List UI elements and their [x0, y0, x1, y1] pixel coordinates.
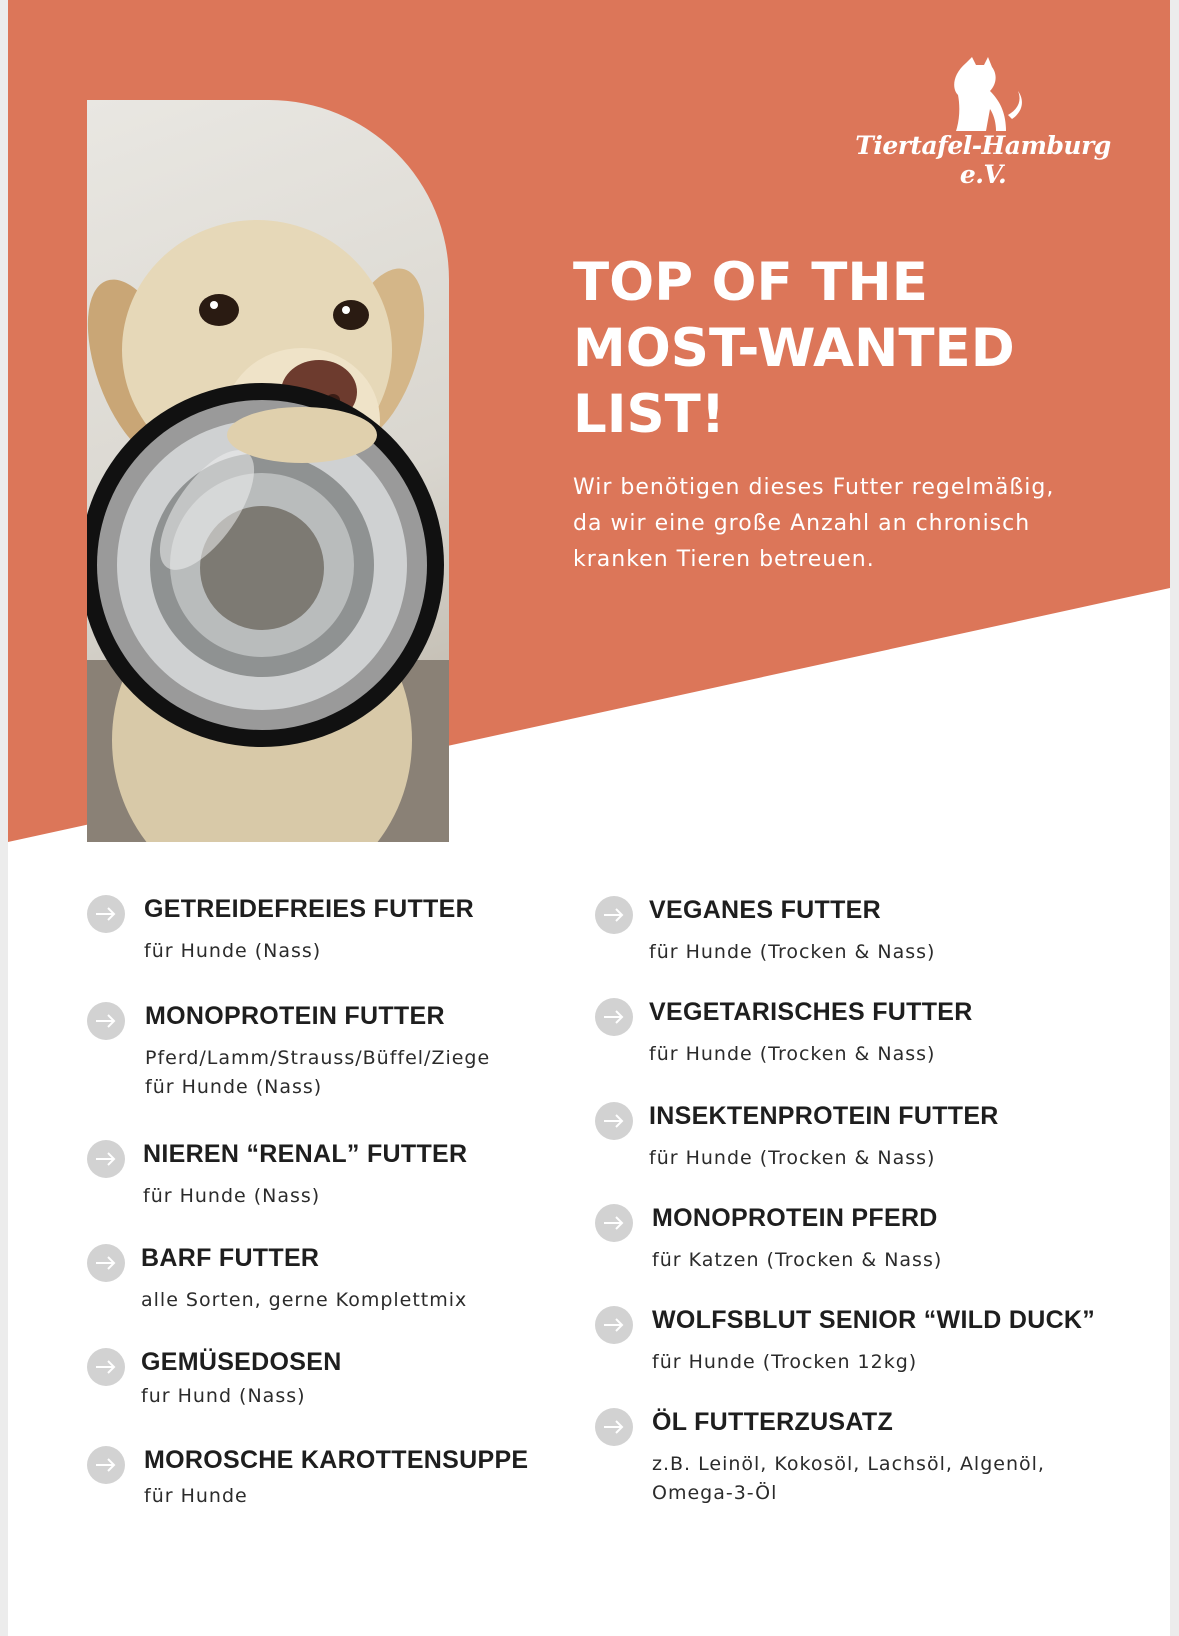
item-subtitle-line: für Hunde (Nass) [144, 940, 322, 962]
item-title: VEGETARISCHES FUTTER [649, 998, 973, 1026]
arrow-right-icon [595, 1306, 633, 1344]
dog-with-bowl-photo [87, 100, 449, 842]
arrow-right-icon [87, 895, 125, 933]
item-subtitle [652, 1450, 1045, 1508]
list-item [595, 1102, 1155, 1182]
item-title: INSEKTENPROTEIN FUTTER [649, 1102, 999, 1130]
item-subtitle [649, 1040, 935, 1069]
title-line-2: MOST-WANTED [573, 318, 1015, 379]
intro-line-3: kranken Tieren betreuen. [573, 547, 875, 572]
item-subtitle [652, 1246, 942, 1275]
title-line-1: TOP OF THE [573, 252, 928, 313]
item-subtitle-line: alle Sorten, gerne Komplettmix [141, 1289, 468, 1311]
intro-line-1: Wir benötigen dieses Futter regelmäßig, [573, 475, 1055, 500]
intro-text [573, 470, 1133, 578]
list-item [595, 896, 1155, 976]
item-subtitle-line: Pferd/Lamm/Strauss/Büffel/Ziege [145, 1047, 491, 1069]
list-item [87, 1244, 547, 1324]
item-title: MONOPROTEIN FUTTER [145, 1002, 445, 1030]
item-subtitle-line: für Hunde (Trocken & Nass) [649, 1147, 936, 1169]
list-item [87, 895, 547, 975]
list-item [595, 1408, 1155, 1518]
arrow-right-icon [595, 1204, 633, 1242]
list-item [87, 1140, 547, 1220]
list-item [595, 1306, 1165, 1386]
arrow-right-icon [595, 1102, 633, 1140]
item-subtitle-line: für Katzen (Trocken & Nass) [652, 1249, 943, 1271]
item-title: MOROSCHE KAROTTENSUPPE [144, 1446, 529, 1474]
page-title [573, 250, 1133, 448]
list-item [87, 1002, 547, 1112]
item-subtitle [143, 1182, 320, 1211]
list-item [595, 998, 1155, 1078]
item-subtitle-line: fur Hund (Nass) [141, 1385, 306, 1407]
item-subtitle [649, 938, 935, 967]
arrow-right-icon [87, 1348, 125, 1386]
item-title: BARF FUTTER [141, 1244, 320, 1272]
item-subtitle-line: Omega-3-Öl [652, 1482, 778, 1504]
list-item [87, 1348, 547, 1428]
list-item [595, 1204, 1155, 1284]
item-subtitle-line: z.B. Leinöl, Kokosöl, Lachsöl, Algenöl, [652, 1453, 1045, 1475]
intro-line-2: da wir eine große Anzahl an chronisch [573, 511, 1031, 536]
item-title: WOLFSBLUT SENIOR “WILD DUCK” [652, 1306, 1096, 1334]
list-item [87, 1446, 547, 1526]
arrow-right-icon [595, 998, 633, 1036]
item-subtitle-line: für Hunde (Nass) [143, 1185, 321, 1207]
item-subtitle-line: für Hunde (Nass) [145, 1076, 323, 1098]
arrow-right-icon [87, 1002, 125, 1040]
item-subtitle-line: für Hunde (Trocken 12kg) [652, 1351, 918, 1373]
item-title: ÖL FUTTERZUSATZ [652, 1408, 894, 1436]
logo-wordmark: Tiertafel-Hamburg e.V. [855, 131, 1111, 189]
item-subtitle [141, 1286, 467, 1315]
title-line-3: LIST! [573, 384, 725, 445]
item-subtitle-line: für Hunde (Trocken & Nass) [649, 941, 936, 963]
arrow-right-icon [87, 1140, 125, 1178]
item-subtitle-line: für Hunde (Trocken & Nass) [649, 1043, 936, 1065]
item-subtitle [144, 1482, 248, 1511]
item-title: GEMÜSEDOSEN [141, 1348, 342, 1376]
item-subtitle [145, 1044, 490, 1102]
arrow-right-icon [595, 1408, 633, 1446]
item-subtitle [144, 937, 321, 966]
arrow-right-icon [87, 1244, 125, 1282]
flyer-page [8, 0, 1170, 1636]
item-subtitle [141, 1382, 306, 1411]
arrow-right-icon [595, 896, 633, 934]
arrow-right-icon [87, 1446, 125, 1484]
item-subtitle-line: für Hunde [144, 1485, 248, 1507]
item-title: MONOPROTEIN PFERD [652, 1204, 938, 1232]
item-title: VEGANES FUTTER [649, 896, 881, 924]
item-subtitle [649, 1144, 935, 1173]
item-title: GETREIDEFREIES FUTTER [144, 895, 474, 923]
item-title: NIEREN “RENAL” FUTTER [143, 1140, 468, 1168]
item-subtitle [652, 1348, 917, 1377]
tiertafel-logo [848, 55, 1118, 189]
dog-and-cat-icon [848, 55, 1118, 135]
